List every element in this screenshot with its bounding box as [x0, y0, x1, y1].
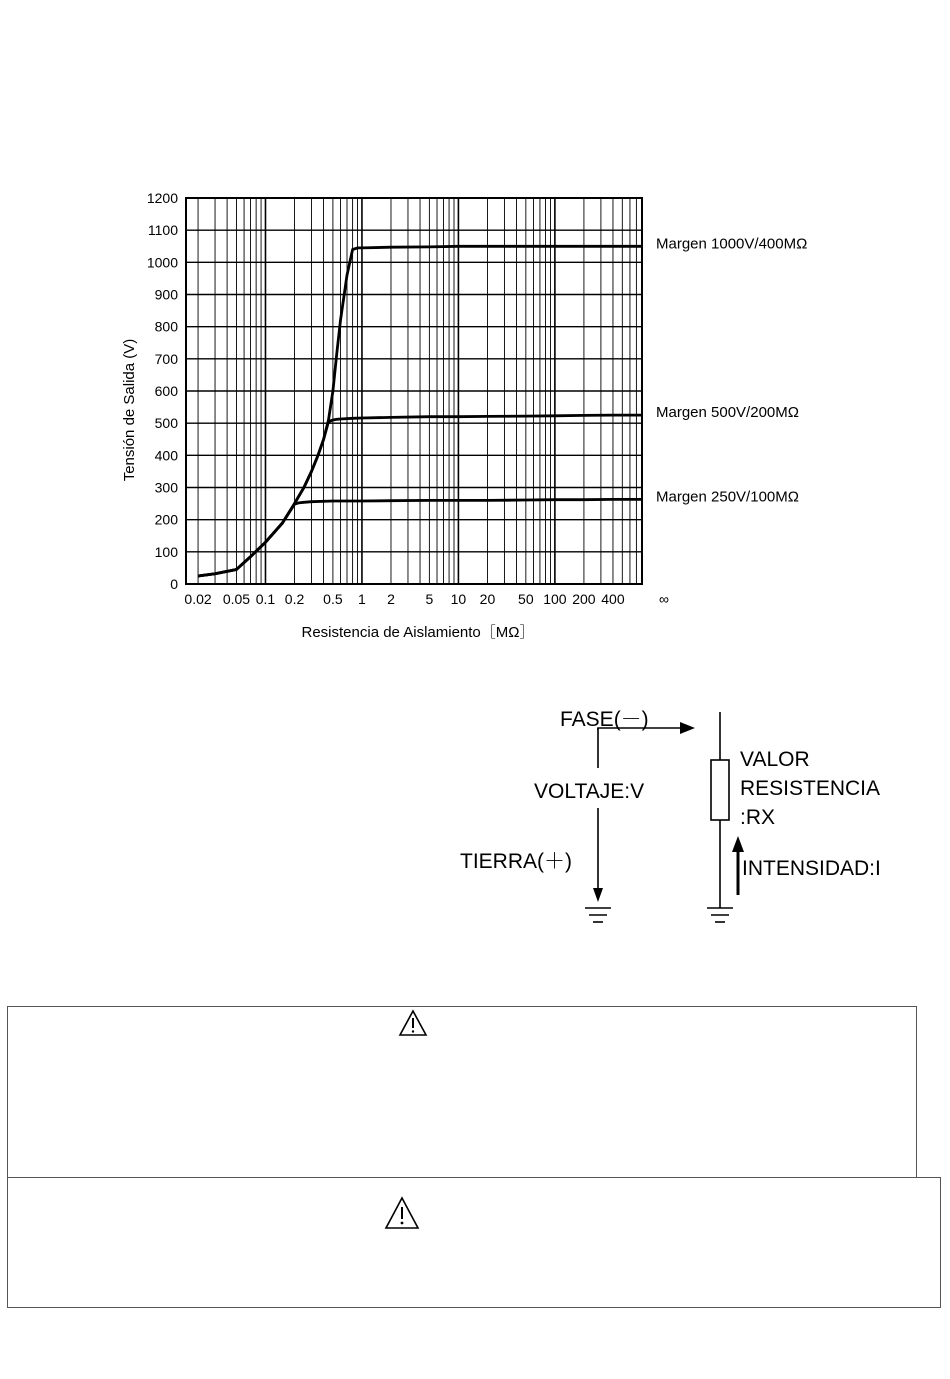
y-tick-label: 100: [154, 543, 178, 560]
y-tick-label: 0: [170, 576, 178, 592]
warning-box-1: [7, 1006, 917, 1178]
x-tick-label: 0.05: [222, 591, 251, 607]
y-tick-label: 500: [154, 415, 178, 432]
y-tick-label: 700: [154, 350, 178, 367]
warning-triangle-icon: [384, 1196, 420, 1230]
warning-triangle-icon: [398, 1009, 428, 1037]
fase-label: FASE(－): [560, 708, 649, 731]
y-tick-label: 1100: [147, 222, 178, 239]
rx-label: :RX: [740, 806, 776, 829]
x-axis-title: Resistencia de Aislamiento［MΩ］: [301, 624, 535, 641]
y-tick-label: 900: [154, 286, 178, 303]
x-tick-label: 20: [479, 591, 496, 607]
resistencia-label: RESISTENCIA: [740, 777, 881, 800]
x-tick-label: 0.02: [184, 591, 212, 607]
x-tick-label: 400: [601, 591, 625, 607]
x-tick-label: 5: [425, 591, 434, 607]
x-tick-label: ∞: [659, 591, 669, 607]
y-tick-label: 400: [154, 447, 178, 464]
voltaje-label: VOLTAJE:V: [534, 780, 645, 803]
x-tick-label: 50: [518, 591, 534, 607]
fase-arrow-icon: [680, 722, 695, 734]
x-axis-ticks: [184, 591, 669, 607]
resistor-icon: [711, 760, 729, 820]
x-tick-label: 10: [450, 591, 467, 607]
series-label-3: Margen 250V/100MΩ: [656, 488, 799, 506]
intensidad-label: INTENSIDAD:I: [742, 857, 881, 880]
y-tick-label: 300: [154, 479, 178, 496]
voltage-arrow-icon: [593, 888, 603, 902]
x-tick-label: 1: [358, 591, 366, 607]
y-tick-label: 1000: [146, 254, 178, 271]
y-tick-label: 800: [154, 318, 178, 335]
circuit-diagram: [440, 690, 920, 940]
series-label-1: Margen 1000V/400MΩ: [656, 235, 808, 253]
x-tick-label: 0.2: [284, 591, 305, 607]
x-tick-label: 2: [387, 591, 395, 607]
x-tick-label: 0.5: [323, 591, 343, 607]
series-labels: [656, 235, 807, 505]
x-tick-label: 100: [543, 591, 567, 607]
y-axis-title: Tensión de Salida (V): [121, 338, 138, 482]
ground-icon-right: [707, 908, 733, 922]
tierra-label: TIERRA(＋): [460, 850, 572, 873]
series-label-2: Margen 500V/200MΩ: [656, 404, 799, 422]
y-tick-label: 1200: [146, 190, 178, 206]
y-tick-label: 600: [154, 383, 178, 399]
warning-box-2: [7, 1177, 941, 1308]
y-tick-label: 200: [154, 511, 178, 528]
insulation-chart: [0, 0, 950, 660]
x-tick-label: 200: [572, 591, 596, 607]
chart-grid: [186, 198, 642, 584]
x-tick-label: 0.1: [255, 591, 276, 607]
current-arrow-icon: [732, 836, 744, 852]
ground-icon-left: [585, 908, 611, 922]
y-axis-ticks: [147, 190, 178, 592]
valor-label: VALOR: [740, 748, 810, 771]
